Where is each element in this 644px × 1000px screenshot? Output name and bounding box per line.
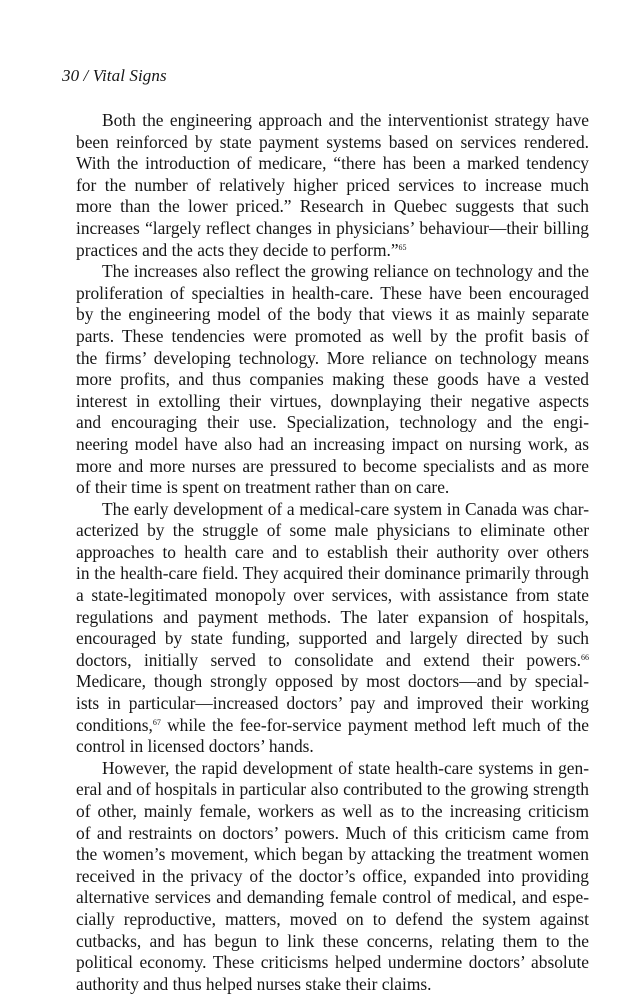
text-line: of and restraints on doctors’ powers. Much of this criticism came from <box>76 822 589 843</box>
text-line: approaches to health care and to establish their authority over others <box>76 541 589 562</box>
text-line: However, the rapid development of state health-care systems in gen- <box>102 757 589 778</box>
text-line: for the number of relatively higher priced services to increase much <box>76 174 589 195</box>
paragraph-1 <box>76 110 589 261</box>
text-line: and encouraging their use. Specialization, technology and the engi- <box>76 412 589 433</box>
footnote-marker: 65 <box>398 242 407 252</box>
text-line: Both the engineering approach and the interventionist strategy have <box>102 110 589 130</box>
footnote-marker: 66 <box>581 652 589 662</box>
text-line: control in licensed doctors’ hands. <box>76 736 314 757</box>
text-line: The early development of a medical-care system in Canada was char- <box>102 498 589 519</box>
text-line: neering model have also had an increasing impact on nursing work, as <box>76 433 589 454</box>
text-segment: conditions, <box>76 714 153 735</box>
paragraph-4 <box>76 757 589 996</box>
text-line: more and more nurses are pressured to become specialists and as more <box>76 455 589 476</box>
text-line: the firms’ developing technology. More reliance on technology means <box>76 347 589 368</box>
footnote-marker: 67 <box>152 717 161 727</box>
text-line <box>76 239 589 262</box>
text-line: authority and thus helped nurses stake their claims. <box>76 973 432 994</box>
text-line: more profits, and thus companies making these goods have a vested <box>76 369 589 390</box>
text-line: acterized by the struggle of some male physicians to eliminate other <box>76 520 589 541</box>
text-line: by the engineering model of the body that views it as mainly separate <box>76 304 589 325</box>
text-line: regulations and payment methods. The later expansion of hospitals, <box>76 606 589 627</box>
text-line: of other, mainly female, workers as well as to the increasing criticism <box>76 801 589 821</box>
text-line: The increases also reflect the growing reliance on technology and the <box>102 261 589 282</box>
text-line: cially reproductive, matters, moved on to defend the system against <box>76 908 589 929</box>
text-line: more than the lower priced.” Research in Quebec suggests that such <box>76 196 589 217</box>
text-segment: doctors, initially served to consolidate and extend their powers. <box>76 649 581 670</box>
text-line: been reinforced by state payment systems based on services rendered. <box>76 131 589 152</box>
text-line: alternative services and demanding female control of medical, and espe- <box>76 887 589 908</box>
text-line: interest in extolling their virtues, downplaying their negative aspects <box>76 390 589 411</box>
text-line: the women’s movement, which began by attacking the treatment women <box>76 844 589 865</box>
text-line: With the introduction of medicare, “there has been a marked tendency <box>76 153 589 174</box>
text-line: received in the privacy of the doctor’s office, expanded into providing <box>76 865 589 886</box>
text-line: parts. These tendencies were promoted as well by the profit basis of <box>76 325 589 346</box>
body-text <box>76 110 589 995</box>
text-line: cutbacks, and has begun to link these concerns, relating them to the <box>76 930 589 951</box>
text-line: of their time is spent on treatment rather than on care. <box>76 477 450 498</box>
text-line: a state-legitimated monopoly over services, with assistance from state <box>76 585 589 606</box>
text-line <box>76 649 589 672</box>
text-segment: while the fee-for-service payment method left much of the <box>160 714 589 735</box>
text-line: eral and of hospitals in particular also contributed to the growing strength <box>76 779 589 800</box>
text-line <box>76 714 589 737</box>
text-line: Medicare, though strongly opposed by most doctors—and by special- <box>76 671 589 692</box>
text-line: increases “largely reflect changes in physicians’ behaviour—their billing <box>76 217 589 238</box>
text-segment: practices and the acts they decide to perform.” <box>76 239 399 260</box>
text-line: ists in particular—increased doctors’ pay and improved their working <box>76 693 589 714</box>
text-line: political economy. These criticisms helped undermine doctors’ absolute <box>76 952 589 973</box>
text-line: proliferation of specialties in health-care. These have been encouraged <box>76 282 589 303</box>
text-line: in the health-care field. They acquired their dominance primarily through <box>76 563 589 584</box>
text-line: encouraged by state funding, supported and largely directed by such <box>76 628 589 649</box>
paragraph-3 <box>76 498 589 758</box>
paragraph-2 <box>76 261 589 499</box>
running-head: 30 / Vital Signs <box>62 66 167 85</box>
